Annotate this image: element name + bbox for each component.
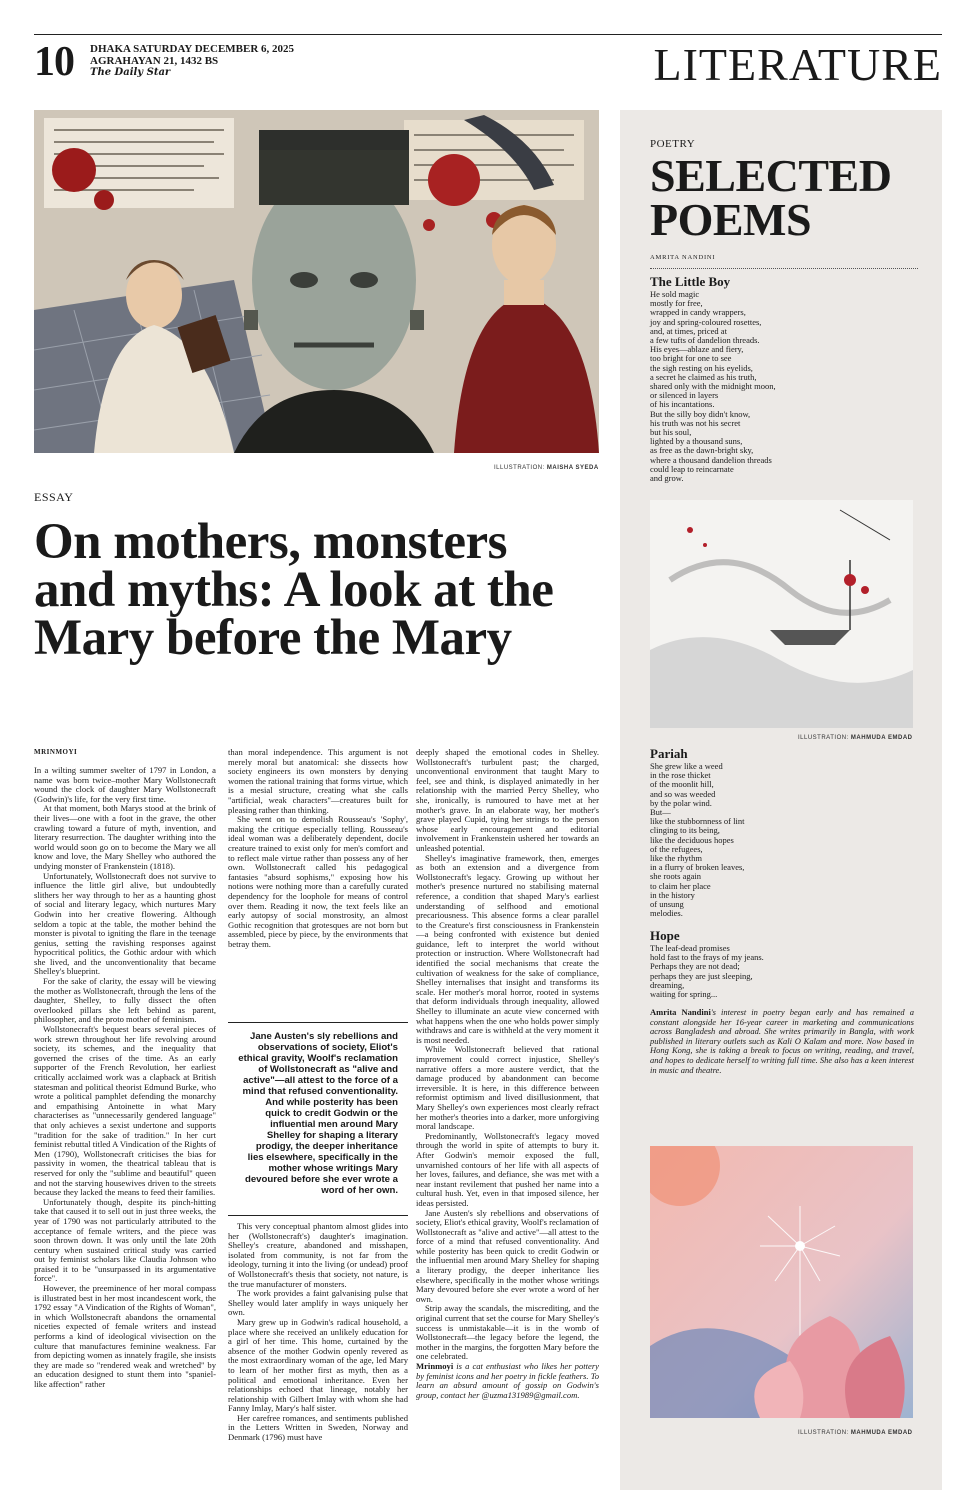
paragraph: This very conceptual phantom almost glides into her (Wollstonecraft's) daughter's imagination. Shelley's creature, abandoned and misshapen, isolated from community, is not far from the ideology, turning it into the living (or undead) proof of Wollstonecraft's thesis that society, not nature, is the true manufacturer of monsters. [228, 1222, 408, 1289]
essay-column-2-continued [228, 1222, 408, 1478]
essay-kicker: ESSAY [34, 490, 74, 504]
hero-illustration [34, 110, 599, 453]
paragraph: Strip away the scandals, the miscrediting, and the original current that set the course for Mary Shelley's success is unmistakable—it is in the womb of Wollstonecraft—the legacy before the legend, the mother in the margins, the forgotten Mary before the one celebrated. [416, 1303, 599, 1362]
poem-line: but his soul, [650, 427, 692, 438]
masthead [34, 34, 942, 90]
poem-line: and, at times, priced at [650, 325, 727, 336]
paragraph: The work provides a faint galvanising pulse that Shelley would later amplify in ways uniquely her own. [228, 1288, 408, 1318]
paragraph: She went on to demolish Rousseau's 'Sophy', making the critique especially telling. Rousseau's ideal woman was a deliberately dependent, docile creature trained to exist only for men's comfort and to reflect male virtue rather than possess any of her own. Wollstonecraft called his pedagogical fantasies "absurd sophisms," exposing how his notions were nothing more than a carefully curated dependency for the loophole for means of control over them. Reading it now, the text feels like an early autopsy of social monstrosity, an almost Gothic recognition that grotesques are not born but assembled, piece by piece, by the environments that betray them. [228, 814, 408, 949]
paragraph: Predominantly, Wollstonecraft's legacy moved through the world in spite of attempts to bury it. After Godwin's memoir exposed the full, unvarnished contours of her life with all aspects of her loves, failures, and defiance, she was met with a near instant revilement that pushed her name into a cultural hush. Yet, even in that imposed silence, her ideas persisted. [416, 1130, 599, 1208]
poem-illustration-credit [798, 1430, 913, 1436]
poem-line: She grew like a weed [650, 761, 723, 771]
poem-illustration-dandelion [650, 1146, 913, 1418]
poem-line: the sigh resting on his eyelids, [650, 362, 753, 373]
poetry-title-line: SELECTED [650, 150, 892, 201]
poetry-kicker: POETRY [650, 138, 696, 150]
author-note-text: is a cat enthusiast who likes her pottery by feminist icons and her poetry in fickle feathers. To learn an absurd amount of gossip on Godwin's group, contact her @uzma131989@gmail.com. [416, 1361, 599, 1400]
poem-line: perhaps they are just sleeping, [650, 970, 753, 981]
paragraph: Unfortunately, Wollstonecraft does not survive to influence the little girl alive, but undoubtedly slithers her way through to her as a haunting ghost of social and literary legacy, which nurtures Mary Godwin into her creative flowering. Although seldom a topic at the table, the mother behind the monster is pivotal to igniting the flare in the teenage genius, setting the ravishing responses against hypocritical politics, the Gothic ardour with which she lived, and the unconventionality that became Shelley's blueprint. [34, 870, 216, 977]
poem-line: clinging to its being, [650, 825, 720, 836]
poem-line: and so was weeded [650, 788, 716, 799]
poem-line: But the silly boy didn't know, [650, 408, 751, 419]
paragraph: In a wilting summer swelter of 1797 in London, a name was born twice–mother Mary Wollstonecraft wound the clock of daughter Mary Wollstonecraft (Godwin)'s life, for the very first time. [34, 766, 216, 804]
credit-label: ILLUSTRATION: [798, 1430, 849, 1436]
poem-line: could leap to reincarnate [650, 463, 734, 474]
poem-line: of unsung [650, 899, 684, 910]
poem-line: like the deciduous hopes [650, 834, 734, 845]
poem-line: she roots again [650, 871, 701, 882]
poem-body [650, 290, 920, 483]
paragraph: than moral independence. This argument is not merely moral but anatomical: she dissects how society engineers its own monsters by denying women the rational training that forms virtue, which is a mesial structure, creating what she calls "artificial, weak characters"—creatures built for pleasing rather than thinking. [228, 748, 408, 815]
poem-line: in the rose thicket [650, 770, 711, 781]
paragraph: While Wollstonecraft believed that rational improvement could correct injustice, Shelley's narrative offers a more austere verdict, that the damage produced by abandonment can become irreversible. It is here, in this difference between reformist optimism and lived disillusionment, that Mary Shelley's own experiences most clearly refract her mother's theories into a darker, more unforgiving moral landscape. [416, 1044, 599, 1132]
poet-bio-text: 's interest in poetry began early and has remained a constant alongside her 16-year career in marketing and communications across Bangladesh and abroad. She writes primarily in Bangla, with work published in literary outlets such as Kali O Kalam and more. Now based in Hong Kong, she is taking a break to focus on writing, reading, and travel, and hopes to dedicate herself to writing full time. She also has a keen interest in music and theatre. [650, 1007, 914, 1075]
paragraph: For the sake of clarity, the essay will be viewing the mother as Wollstonecraft, through the lens of the daughter, Shelley, to fully dissect the often overlooked pillars she left behind as parent, philosopher, and the proto mother of feminism. [34, 976, 216, 1025]
poem-line: as free as the dawn-bright sky, [650, 445, 754, 456]
credit-label: ILLUSTRATION: [798, 735, 849, 741]
poetry-title [650, 150, 892, 245]
essay-column-3 [416, 748, 599, 1480]
poem-line: lighted by a thousand suns, [650, 436, 743, 447]
paragraph: Shelley's imaginative framework, then, emerges as both an extension and a divergence from Wollstonecraft's legacy. Growing up without her mother's presence nurtured no stabilising maternal reference, a condition that shaped Mary's earliest understanding of selfhood and emotional precariousness. This absence forms a clear parallel to the Creature's first consciousness in Frankenstein—a being confronted with existence but denied guidance, left to interpret the world without protection or instruction. Where Wollstonecraft had identified the social mechanisms that create the cultivation of weakness for the sake of compliance, Shelley internalises that insight and transforms its scale. Her mother's moral horror, rooted in systems that deform individuals through inequality, allowed Shelley to illuminate an acute view concerned with what happens when the one who holds power simply withdraws and care is withheld at the very moment it is most needed. [416, 852, 599, 1045]
poem-illustration-boat [650, 500, 913, 728]
poem-line: melodies. [650, 908, 683, 919]
poem-line: of his incantations. [650, 399, 715, 410]
poem-line: where a thousand dandelion threads [650, 454, 772, 465]
poem-line: and grow. [650, 473, 684, 484]
paragraph: Jane Austen's sly rebellions and observations of society, Eliot's ethical gravity, Woolf's reclamation of Wollstonecraft as "alive and active"—all attest to the force of a mind that refused conventionality. And while posterity has been quick to credit Godwin or the influential men around Mary Shelley for shaping a literary prodigy, the deeper inheritance lies elsewhere, specifically in the mother whose writings Mary devoured before she ever wrote a word of her own. [416, 1207, 599, 1304]
poem-line: his truth was not his secret [650, 417, 741, 428]
dateline-block [90, 43, 294, 79]
poem-illustration-credit [798, 735, 913, 741]
credit-name: MAHMUDA EMDAD [850, 735, 913, 741]
paragraph: Mary grew up in Godwin's radical household, a place where she received an unlikely education for a girl of her time. This home, curtained by the absence of the mother Godwin openly revered as the most extraordinary woman of the age, led Mary to learn of her mother first as myth, then as a political and emotional inheritance. Even her relationships echoed that lineage, notably her relationship with Gilbert Imlay with whom she had Fanny Imlay, Mary's half sister. [228, 1316, 408, 1414]
poem-line: His eyes—ablaze and fiery, [650, 344, 744, 355]
poet-name: Amrita Nandini [650, 1007, 711, 1017]
poem-line: wrapped in candy wrappers, [650, 307, 746, 318]
poem-line: shared only with the midnight moon, [650, 381, 776, 392]
poem-line: of the moonlit hill, [650, 779, 714, 790]
page-number: 10 [34, 39, 74, 85]
credit-name: MAISHA SYEDA [546, 465, 599, 471]
pull-quote: Jane Austen's sly rebellions and observations of society, Eliot's ethical gravity, Woolf's reclamation of Wollstonecraft as "alive and active"—all attest to the force of a mind that refused conventionality. And while posterity has been quick to credit Godwin or the influential men around Mary Shelley for shaping a literary prodigy, the deeper inheritance lies elsewhere, specifically in the mother whose writings Mary devoured before she ever wrote a word of her own. [228, 1022, 408, 1216]
paragraph: At that moment, both Marys stood at the brink of their lives—one with a foot in the grave, the other crawling toward a future of myth, invention, and literary resurrection. The daughter writhing into the world would soon go on to become the Mary we all know and love, the Mary Shelley who authored the undying monster of Frankenstein (1818). [34, 803, 216, 871]
poem-line: or silenced in layers [650, 390, 719, 401]
poem-line: of the refugees, [650, 843, 703, 854]
poem-line: a few tufts of dandelion threads. [650, 335, 760, 346]
dateline: DHAKA SATURDAY DECEMBER 6, 2025 [90, 43, 295, 55]
poem-line: But— [650, 807, 671, 818]
author-name: Mrinmoyi [416, 1361, 454, 1371]
section-title: LITERATURE [653, 39, 942, 90]
poetry-author: AMRITA NANDINI [650, 254, 716, 261]
poem-line: in the history [650, 889, 695, 900]
poet-bio [650, 1008, 914, 1075]
divider [650, 268, 918, 269]
paragraph: However, the preeminence of her moral compass is illustrated best in her most incandescent work, the 1792 essay "A Vindication of the Rights of Woman", in which Wollstonecraft abandons the ornamental niceties expected of female writers and instead performs a kind of ideological vivisection on the culture that manufactures feminine weakness. Far from depicting women as innately fragile, she insists they are made so "rendered weak and wretched" by an education designed to stunt them into "spaniel-like affection" rather [34, 1283, 216, 1389]
poem-title: The Little Boy [650, 274, 731, 289]
poem-line: like the rhythm [650, 853, 702, 864]
poem-line: joy and spring-coloured rosettes, [650, 316, 762, 327]
poem-line: hold fast to the frays of my jeans. [650, 952, 764, 963]
poem-line: dreaming, [650, 979, 685, 990]
essay-column-1 [34, 766, 216, 1482]
essay-byline: MRINMOYI [34, 748, 78, 756]
poem-body [650, 944, 920, 999]
boat-artwork [650, 500, 913, 728]
essay-headline: On mothers, monsters and myths: A look at the Mary before the Mary [34, 514, 554, 666]
paragraph: Her carefree romances, and sentiments published in the Letters Written in Sweden, Norway and Denmark (1796) must have [228, 1412, 408, 1443]
poem-line: He sold magic [650, 289, 700, 299]
paragraph: deeply shaped the emotional codes in Shelley. Wollstonecraft's turbulent past; the charged, unconventional environment that taught Mary to feel, see and think, is displayed animatedly in her relationship with the married Percy Shelley, who she, ironically, is rumoured to have met at her mother's grave. In an elaborate way, her mother's grave played Cupid, tying her strings to the person whose early encouragement and editorial involvement in Frankenstein ushered her towards an unleashed potential. [416, 748, 599, 853]
poem-line: to claim her place [650, 880, 711, 891]
author-note [416, 1362, 599, 1400]
paragraph: Unfortunately though, despite its pinch-hitting take that caused it to sell out in just three weeks, the year of 1790 was not particularly attributed to the acceptance of female writers, and the piece was soon thrown down. It was only until the late 20th century when sustained critical study was carried out by feminist scholars like Claudia Johnson who praised it to be "unsurpassed in its argumentative force". [34, 1196, 216, 1284]
hero-credit [494, 465, 599, 471]
credit-name: MAHMUDA EMDAD [850, 1430, 913, 1436]
poem-body [650, 762, 920, 918]
poem-line: by the polar wind. [650, 797, 712, 808]
essay-column-2 [228, 748, 408, 1018]
poem-line: mostly for free, [650, 298, 703, 309]
poem-line: The leaf-dead promises [650, 943, 730, 953]
dandelion-artwork [650, 1146, 913, 1418]
credit-label: ILLUSTRATION: [494, 465, 545, 471]
poem-line: Perhaps they are not dead; [650, 961, 740, 972]
poem-line: too bright for one to see [650, 353, 732, 364]
poem-title: Pariah [650, 746, 688, 761]
poetry-panel [620, 110, 942, 1490]
bangla-date: AGRAHAYAN 21, 1432 BS [90, 55, 219, 67]
poem-line: waiting for spring... [650, 989, 718, 1000]
poem-title: Hope [650, 928, 680, 943]
paper-logo: The Daily Star [90, 67, 171, 78]
paragraph: Wollstonecraft's bequest bears several pieces of work strewn throughout her life revolving around society, its schemes, and the inequality that governed the crises of the time. As an early supporter of the French Revolution, her earliest critically acclaimed work was a clapback at British statesman and political theorist Edmund Burke, who wrote a political pamphlet defending the monarchy and empathising Antoinette in what Mary characterises as "unnecessarily gendered language" that only achieves a sexist undertone and supports "tradition for the sake of tradition." In her curt feminist rebuttal titled A Vindication of the Rights of Men (1790), Wollstonecraft criticises the bias for passivity in women, the theatrical tableau that is reserved for only the "sublime and beautiful" queen and not the starving housewives driven to the streets because they lacked the means to feed their families. [34, 1024, 216, 1198]
poetry-title-line: POEMS [650, 194, 812, 245]
poem-line: a secret he claimed as his truth, [650, 371, 757, 382]
poem-line: like the stubbornness of lint [650, 816, 745, 827]
poem-line: in a flurry of broken leaves, [650, 862, 745, 873]
collage-artwork [34, 110, 599, 453]
